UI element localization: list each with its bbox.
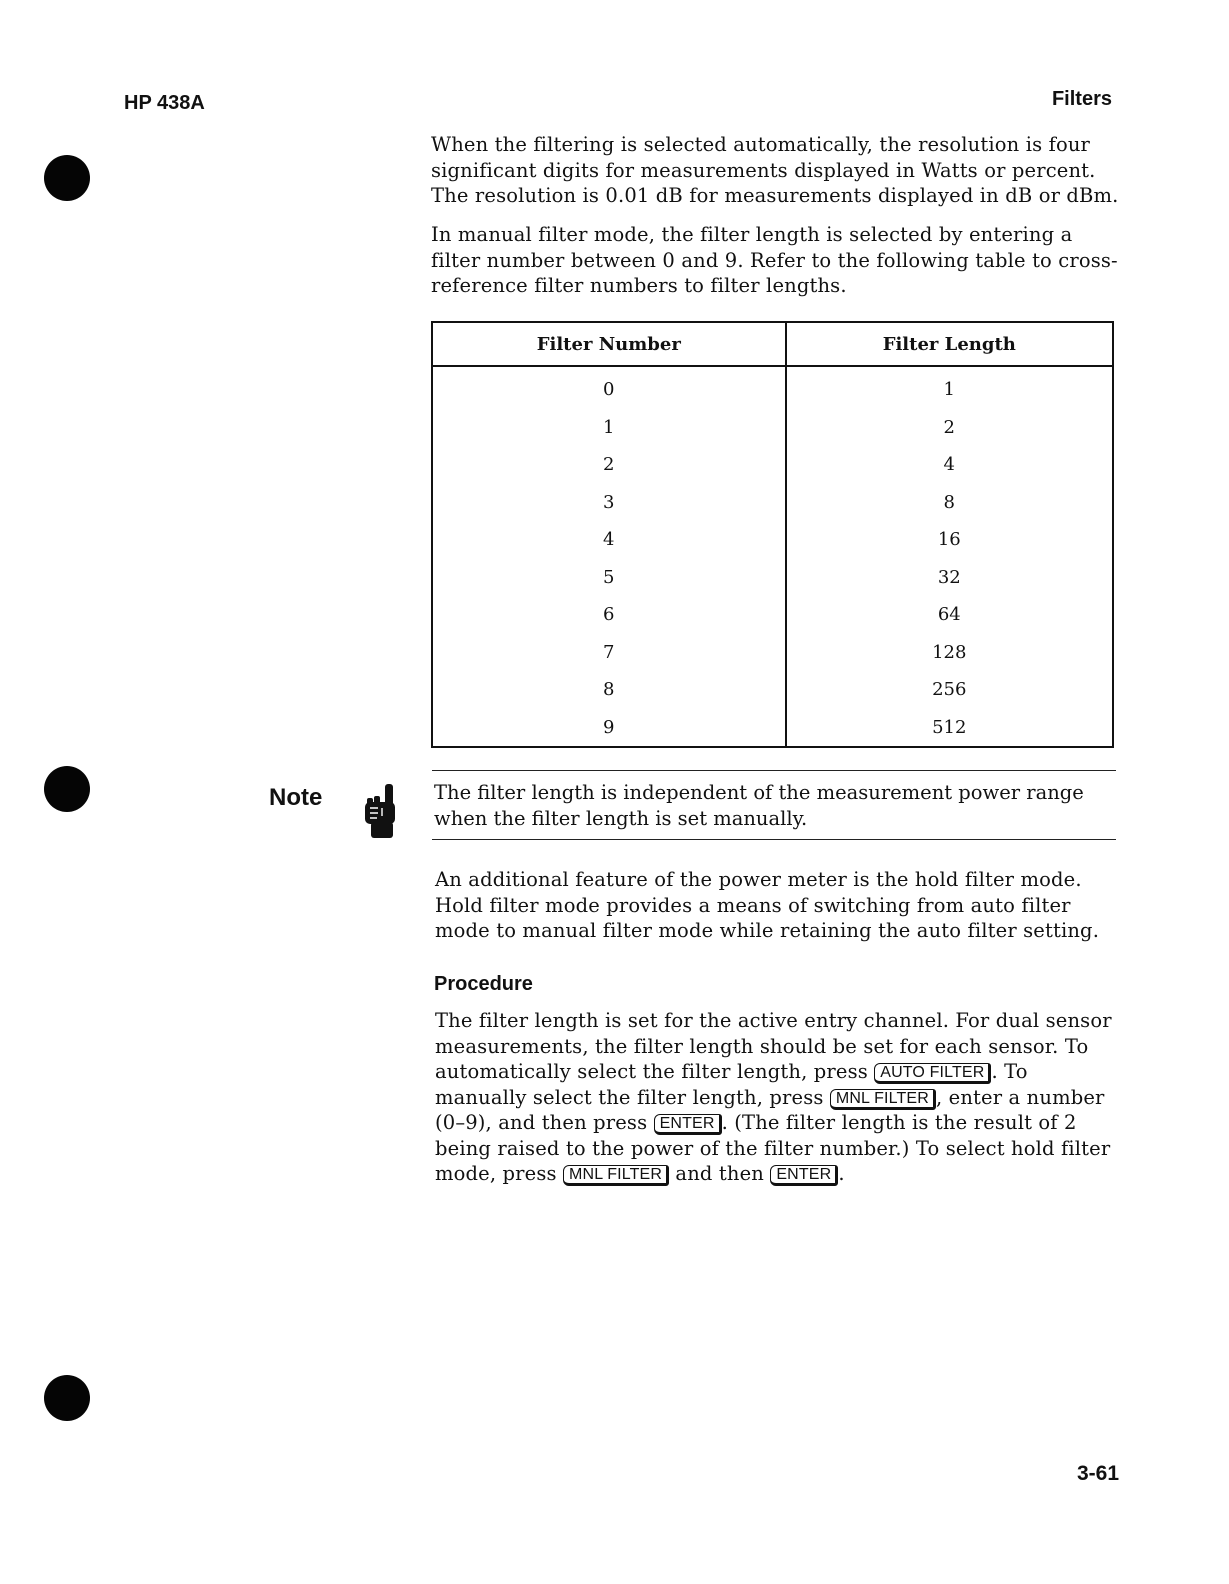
procedure-text: . (The filter length is the result of 2 being raised to the power of the filter number.) To select hold filter mode, press bbox=[435, 1111, 1111, 1185]
procedure-text: . bbox=[838, 1162, 845, 1185]
table-row bbox=[432, 521, 1113, 559]
auto-filter-key: AUTO FILTER bbox=[874, 1063, 991, 1084]
page-number: 3-61 bbox=[1076, 1462, 1119, 1485]
filter-number-cell: 2 bbox=[603, 454, 615, 476]
binder-hole-middle bbox=[44, 766, 90, 812]
table-row bbox=[432, 596, 1113, 634]
filter-number-cell: 3 bbox=[603, 491, 615, 513]
column-header-filter-number: Filter Number bbox=[432, 322, 786, 366]
note-bottom-rule bbox=[432, 839, 1116, 840]
table-row bbox=[432, 671, 1113, 709]
filter-number-cell: 1 bbox=[603, 416, 615, 438]
table-row bbox=[432, 446, 1113, 484]
table-header-row bbox=[432, 322, 1113, 366]
procedure-text: , enter a number (0–9), and then press bbox=[435, 1085, 1105, 1134]
pointing-hand-icon bbox=[361, 782, 399, 840]
binder-hole-top bbox=[44, 155, 90, 201]
filter-number-cell: 0 bbox=[603, 379, 615, 401]
table-row bbox=[432, 559, 1113, 597]
table-row bbox=[432, 366, 1113, 409]
filter-length-cell: 512 bbox=[786, 709, 1113, 748]
filter-length-cell: 2 bbox=[786, 409, 1113, 447]
paragraph-resolution: When the filtering is selected automatically, the resolution is four significant digits for measurements displayed in Watts or percent. The resolution is 0.01 dB for measurements displayed in dB or dBm. bbox=[431, 133, 1119, 207]
header-model: HP 438A bbox=[124, 92, 205, 114]
table-row bbox=[432, 484, 1113, 522]
mnl-filter-key: MNL FILTER bbox=[830, 1089, 936, 1110]
filter-number-cell: 4 bbox=[603, 529, 615, 551]
column-header-filter-length: Filter Length bbox=[786, 322, 1113, 366]
filter-length-cell: 128 bbox=[786, 634, 1113, 672]
filter-length-cell: 64 bbox=[786, 596, 1113, 634]
filter-number-cell: 8 bbox=[603, 679, 615, 701]
note-top-rule bbox=[432, 770, 1116, 771]
paragraph-manual-mode: In manual filter mode, the filter length is selected by entering a filter number between 0 and 9. Refer to the following table to cross-reference filter numbers to filter lengths. bbox=[431, 223, 1118, 297]
filter-length-cell: 256 bbox=[786, 671, 1113, 709]
filter-number-cell: 6 bbox=[603, 604, 615, 626]
note-label: Note bbox=[269, 784, 323, 811]
enter-key: ENTER bbox=[654, 1114, 722, 1135]
filter-number-cell: 7 bbox=[603, 641, 615, 663]
header-section-title: Filters bbox=[1051, 88, 1112, 110]
filter-length-cell: 1 bbox=[786, 366, 1113, 409]
paragraph-procedure bbox=[435, 1008, 1125, 1187]
filter-table bbox=[431, 321, 1114, 748]
filter-length-cell: 16 bbox=[786, 521, 1113, 559]
enter-key: ENTER bbox=[770, 1165, 838, 1186]
table-row bbox=[432, 409, 1113, 447]
procedure-heading: Procedure bbox=[434, 973, 533, 995]
filter-length-cell: 4 bbox=[786, 446, 1113, 484]
procedure-text: . To manually select the filter length, press bbox=[435, 1060, 1028, 1109]
filter-length-cell: 32 bbox=[786, 559, 1113, 597]
filter-length-cell: 8 bbox=[786, 484, 1113, 522]
filter-number-cell: 5 bbox=[603, 566, 615, 588]
table-row bbox=[432, 634, 1113, 672]
procedure-text: The filter length is set for the active entry channel. For dual sensor measurements, the filter length should be set for each sensor. To automatically select the filter length, press bbox=[435, 1009, 1112, 1083]
binder-hole-bottom bbox=[44, 1375, 90, 1421]
filter-number-cell: 9 bbox=[603, 716, 615, 738]
paragraph-hold-filter: An additional feature of the power meter is the hold filter mode. Hold filter mode provides a means of switching from auto filter mode to manual filter mode while retaining the auto filter setting. bbox=[435, 868, 1100, 942]
mnl-filter-key: MNL FILTER bbox=[563, 1165, 669, 1186]
procedure-text: and then bbox=[669, 1162, 771, 1185]
note-text: The filter length is independent of the measurement power range when the filter length is set manually. bbox=[434, 781, 1084, 830]
table-row bbox=[432, 709, 1113, 748]
